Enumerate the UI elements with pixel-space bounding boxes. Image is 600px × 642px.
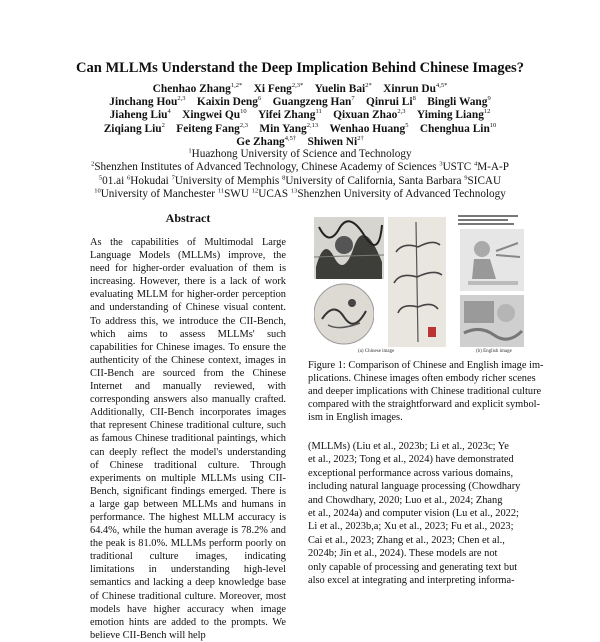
body-line: et al., 2024a) and computer vision (Lu et al., 2022; — [308, 508, 519, 520]
author-name: Min Yang$^{2,13}$ — [259, 121, 319, 135]
author-name: Feiteng Fang$^{2,3}$ — [176, 121, 248, 135]
body-line: also excel at integrating and interpreting informa- — [308, 575, 515, 587]
body-line: et al., 2023; Tong et al., 2024) have demonstrated — [308, 454, 514, 466]
author-name: Ziqiang Liu$^2$ — [103, 121, 165, 135]
affiliation-name: University of California, Santa Barbara — [285, 174, 465, 187]
author-affiliation-mark: 2,3 — [177, 95, 186, 103]
author-list — [40, 83, 560, 149]
caption-line: and deeper implications with Chinese traditional culture — [308, 386, 542, 397]
affiliation-mark: 11 — [217, 187, 225, 195]
affiliation-name: SWU — [224, 188, 252, 201]
chinese-painting-image-3 — [388, 217, 446, 347]
author-name: Guangzeng Han$^7$ — [272, 95, 355, 109]
affiliation-name: Shenzhen Institutes of Advanced Technology, Chinese Academy of Sciences — [94, 161, 440, 174]
author-affiliation-mark: 12 — [483, 108, 491, 116]
affiliation-name: USTC — [442, 161, 474, 174]
affiliation-name: Huazhong University of Science and Technology — [191, 148, 412, 160]
author-name: Qinrui Li$^8$ — [366, 95, 416, 109]
author-name: Yuelin Bai$^{2*}$ — [314, 82, 372, 95]
author-name: Kaixin Deng$^6$ — [196, 95, 262, 109]
author-affiliation-mark: 9 — [487, 95, 491, 103]
author-name: Yifei Zhang$^{11}$ — [257, 108, 322, 122]
body-line: (MLLMs) (Liu et al., 2023b; Li et al., 2023c; Ye — [308, 441, 509, 452]
caption-line: ism in English images. — [308, 412, 403, 423]
affiliation-name: UCAS — [258, 188, 291, 201]
author-affiliation-mark: 2,3* — [291, 82, 304, 90]
abstract-heading: Abstract — [165, 211, 211, 225]
author-affiliation-mark: 4,5† — [284, 135, 297, 143]
author-line — [40, 109, 560, 122]
author-affiliation-mark: 1,2* — [230, 82, 243, 90]
english-image-2 — [460, 295, 524, 347]
author-affiliation-mark: 10 — [489, 121, 497, 129]
sub-caption-b: (b) English image — [476, 349, 512, 354]
body-line: only capable of processing and generating text but — [308, 561, 518, 573]
author-name: Chenghua Lin$^{10}$ — [419, 121, 497, 135]
english-image-1 — [460, 229, 524, 291]
author-affiliation-mark: 2,13 — [306, 121, 319, 129]
author-name: Xingwei Qu$^{10}$ — [182, 108, 247, 122]
body-line: 2024b; Jin et al., 2024). These models are not — [308, 548, 498, 560]
body-line: Li et al., 2023b,a; Xu et al., 2023; Fu et al., 2023; — [308, 521, 514, 533]
body-line: including natural language processing (Chowdhary — [308, 481, 521, 493]
affiliation-line — [30, 161, 570, 174]
author-affiliation-mark: 11 — [315, 108, 322, 116]
figure-1 — [308, 213, 530, 356]
affiliation-name: 01.ai — [102, 174, 128, 187]
affiliation-name: SICAU — [467, 174, 502, 187]
author-name: Qixuan Zhao$^{2,3}$ — [333, 108, 406, 122]
affiliation-line — [30, 188, 570, 201]
affiliation-mark: 3 — [439, 160, 443, 168]
author-affiliation-mark: 4 — [167, 108, 171, 116]
author-name: Jinchang Hou$^{2,3}$ — [109, 95, 186, 109]
affiliation-name: Shenzhen University of Advanced Technology — [297, 188, 506, 201]
body-line: and Chowdhary, 2020; Luo et al., 2024; Zhang — [308, 494, 503, 506]
author-name: Ge Zhang$^{4,5\dagger}$ — [236, 135, 297, 148]
author-name: Xinrun $Du^{4,5*}$ — [383, 82, 448, 95]
affiliation-name: University of Memphis — [174, 174, 283, 187]
affiliation-mark: 1 — [188, 147, 192, 155]
caption-line: compared with the straightforward and explicit symbol- — [308, 399, 540, 410]
affiliation-mark: 5 — [98, 174, 103, 182]
sub-caption-a: (a) Chinese image — [358, 349, 395, 354]
abstract-body: As the capabilities of Multimodal Large Language Models (MLLMs) improve, the need for higher-order evaluation of them is increasing. However, there is a lack of work evaluating MLLM for higher-order perception and understanding of Chinese visual content. To address this, we introduce the CII-Bench, which aims to assess MLLMs' such capabilities for Chinese images. To ensure the authenticity of the Chinese context, images in CII-Bench are sourced from the Chinese Internet and manually reviewed, with corresponding answers also manually crafted. Additionally, CII-Bench incorporates images that represent Chinese traditional culture, such as famous Chinese traditional paintings, which can deeply reflect the model's understanding of Chinese traditional culture. Through experiments on multiple MLLMs using CII-Bench, significant findings emerged. There is a large gap between MLLMs and humans in performance. The highest MLLM accuracy is 64.4%, while the human average is 78.2% and the peak is 81.0%. MLLMs perform poorly on traditional culture images, indicating limitations in understanding high-level semantics and lacking a deep knowledge base of Chinese traditional culture. Moreover, most models have higher accuracy when image emotion hints are added to the prompts. We believe CII-Bench will help — [90, 237, 286, 641]
author-name: Shiwen $Ni^{2\dagger}$ — [307, 135, 364, 148]
author-name: Bingli Wang$^9$ — [427, 95, 491, 109]
author-name: Wenhao Huang$^5$ — [329, 121, 409, 135]
affiliation-line — [30, 175, 570, 188]
author-affiliation-mark: 2* — [365, 82, 372, 90]
english-image-text — [456, 213, 524, 227]
author-line — [40, 83, 560, 96]
affiliation-line — [30, 148, 570, 161]
author-name: Chenhao Zhang$^{1,2*}$ — [152, 82, 243, 95]
chinese-painting-image-1 — [314, 217, 384, 279]
affiliation-name: Hokudai — [130, 174, 172, 187]
author-line — [40, 123, 560, 136]
author-affiliation-mark: 8 — [412, 95, 416, 103]
author-name: Xi Feng$^{2,3*}$ — [253, 82, 304, 95]
affiliation-mark: 8 — [282, 174, 286, 182]
affiliation-name: M-A-P — [477, 161, 509, 174]
paper-title: Can MLLMs Understand the Deep Implication Behind Chinese Images? — [76, 60, 524, 76]
affiliation-mark: 9 — [464, 174, 468, 182]
affiliation-mark: 7 — [171, 174, 175, 182]
figure-caption — [308, 359, 544, 424]
affiliation-mark: 12 — [251, 187, 259, 195]
affiliation-mark: 6 — [127, 174, 131, 182]
body-line: Cai et al., 2023; Zhang et al., 2023; Chen et al., — [308, 534, 505, 546]
author-affiliation-mark: 7 — [351, 95, 355, 103]
affiliation-list — [30, 148, 570, 202]
affiliation-mark: 10 — [94, 187, 101, 195]
author-affiliation-mark: 5 — [405, 121, 409, 129]
author-line — [40, 96, 560, 109]
chinese-painting-image-2 — [314, 281, 374, 347]
author-affiliation-mark: 6 — [257, 95, 262, 103]
author-affiliation-mark: 4,5* — [435, 82, 448, 90]
affiliation-name: University of Manchester — [100, 188, 218, 201]
introduction-body — [308, 440, 530, 587]
caption-line: Figure 1: Comparison of Chinese and English image im- — [308, 360, 544, 371]
author-name: Yiming Liang$^{12}$ — [416, 108, 491, 122]
body-line: exceptional performance across various domains, — [308, 467, 514, 479]
author-affiliation-mark: 2,3 — [239, 121, 248, 129]
affiliation-mark: 4 — [473, 160, 478, 168]
affiliation-mark: 13 — [290, 187, 298, 195]
caption-line: plications. Chinese images often embody richer scenes — [308, 373, 536, 384]
affiliation-mark: 2 — [91, 160, 95, 168]
author-affiliation-mark: 2 — [161, 121, 165, 129]
author-affiliation-mark: 10 — [240, 108, 247, 116]
author-affiliation-mark: 2,3 — [397, 108, 406, 116]
author-affiliation-mark: 2† — [357, 135, 364, 143]
author-name: Jiaheng Liu$^4$ — [109, 108, 171, 122]
